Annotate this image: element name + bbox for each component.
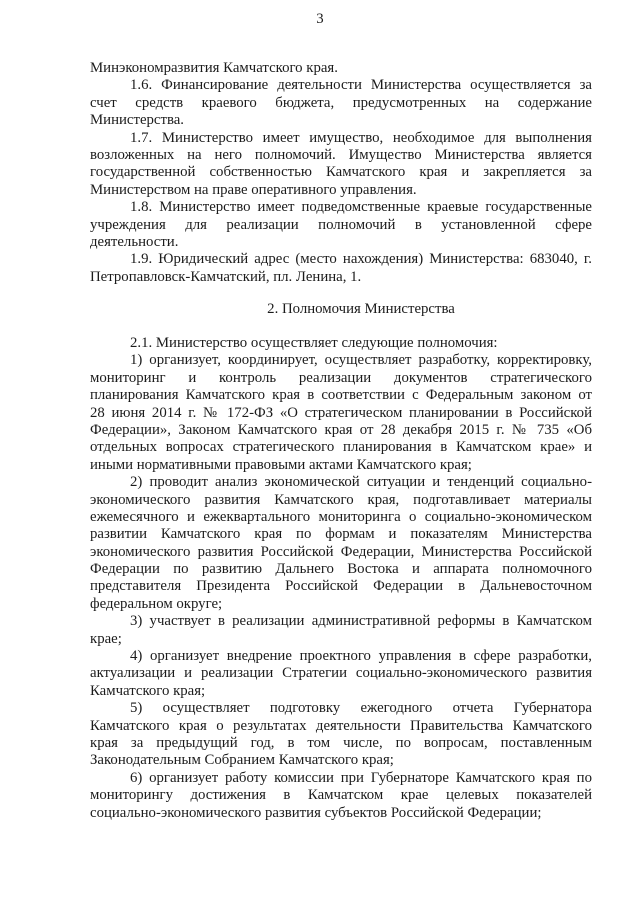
text-line: 2) проводит анализ экономической ситуации и тенденций социально- (130, 474, 592, 491)
text-line: деятельности. (90, 233, 179, 250)
text-line: учреждения для реализации полномочий в установленной сфере (90, 216, 592, 233)
power-item-4 (90, 648, 592, 700)
text-line: Министерством на праве оперативного управления. (90, 181, 417, 198)
power-item-3 (90, 613, 592, 648)
text-line: Федерации по развитию Дальнего Востока и аппарата полномочного (90, 561, 592, 578)
power-item-5 (90, 700, 592, 770)
clause-1-7 (90, 130, 592, 200)
text-line: 1.6. Финансирование деятельности Министерства осуществляется за (130, 77, 592, 94)
page-number: 3 (316, 11, 324, 27)
text-line: 6) организует работу комиссии при Губернаторе Камчатского края по (130, 769, 592, 786)
text-line: представителя Президента Российской Федерации в Дальневосточном (90, 578, 592, 595)
text-line: Федерации», Законом Камчатского края от 28 декабря 2015 г. № 735 «Об (90, 421, 592, 438)
text-line: иными нормативными правовыми актами Камчатского края; (90, 456, 472, 473)
power-item-6 (90, 770, 592, 822)
clause-2-1 (90, 335, 592, 352)
text-line: социально-экономического развития субъектов Российской Федерации; (90, 804, 542, 821)
section-2-body (90, 335, 592, 822)
text-line: края за предыдущий год, в том числе, по вопросам, поставленным (90, 734, 592, 751)
text-line: актуализации и реализации Стратегии социально-экономического развития (90, 665, 592, 682)
text-line: 5) осуществляет подготовку ежегодного отчета Губернатора (130, 700, 592, 717)
text-line: крае; (90, 630, 122, 647)
text-line: Камчатского края; (90, 682, 206, 699)
text-line: Петропавловск-Камчатский, пл. Ленина, 1. (90, 268, 362, 285)
text-line: планирования Камчатского края в соответствии с Федеральным законом от (90, 387, 592, 404)
text-line: государственной собственностью Камчатского края и закрепляется за (90, 164, 592, 181)
text-line: отдельных вопросах стратегического планирования в Камчатском крае» и (90, 439, 592, 456)
text-line: Законодательным Собранием Камчатского края; (90, 752, 394, 769)
text-line: 1.8. Министерство имеет подведомственные краевые государственные (130, 199, 592, 216)
power-item-2 (90, 474, 592, 613)
section-heading: 2. Полномочия Министерства (267, 301, 455, 317)
text-line: ежемесячного и ежеквартального мониторинга о социально-экономическом (90, 508, 592, 525)
clause-1-6 (90, 77, 592, 129)
text-line: возложенных на него полномочий. Имущество Министерства является (90, 146, 592, 163)
text-line: 1.9. Юридический адрес (место нахождения) Министерства: 683040, г. (130, 251, 592, 268)
text-line: 3) участвует в реализации административной реформы в Камчатском (130, 613, 592, 630)
section-1-continuation (90, 60, 592, 286)
text-line: 1.7. Министерство имеет имущество, необходимое для выполнения (130, 129, 592, 146)
text-line: Минэкономразвития Камчатского края. (90, 60, 338, 76)
text-line: Министерства. (90, 112, 185, 129)
text-line: Камчатского края о результатах деятельности Правительства Камчатского (90, 717, 592, 734)
text-line: 2.1. Министерство осуществляет следующие полномочия: (130, 335, 498, 351)
text-line: 28 июня 2014 г. № 172-ФЗ «О стратегическом планировании в Российской (90, 404, 592, 421)
clause-1-9 (90, 251, 592, 286)
clause-1-8 (90, 199, 592, 251)
text-line: федеральном округе; (90, 595, 223, 612)
text-line: развитии Камчатского края по формам и показателям Министерства (90, 526, 592, 543)
text-line: мониторинг и контроль реализации документов стратегического (90, 369, 592, 386)
text-line: счет средств краевого бюджета, предусмотренных на содержание (90, 94, 592, 111)
text-line: мониторингу достижения в Камчатском крае целевых показателей (90, 787, 592, 804)
text-line: экономического развития Российской Федерации, Министерства Российской (90, 543, 592, 560)
text-line: 4) организует внедрение проектного управления в сфере разработки, (130, 648, 592, 665)
text-line: 1) организует, координирует, осуществляет разработку, корректировку, (130, 352, 592, 369)
text-line: экономического развития Камчатского края, подготавливает материалы (90, 491, 592, 508)
paragraph-continuation (90, 60, 592, 77)
power-item-1 (90, 352, 592, 474)
